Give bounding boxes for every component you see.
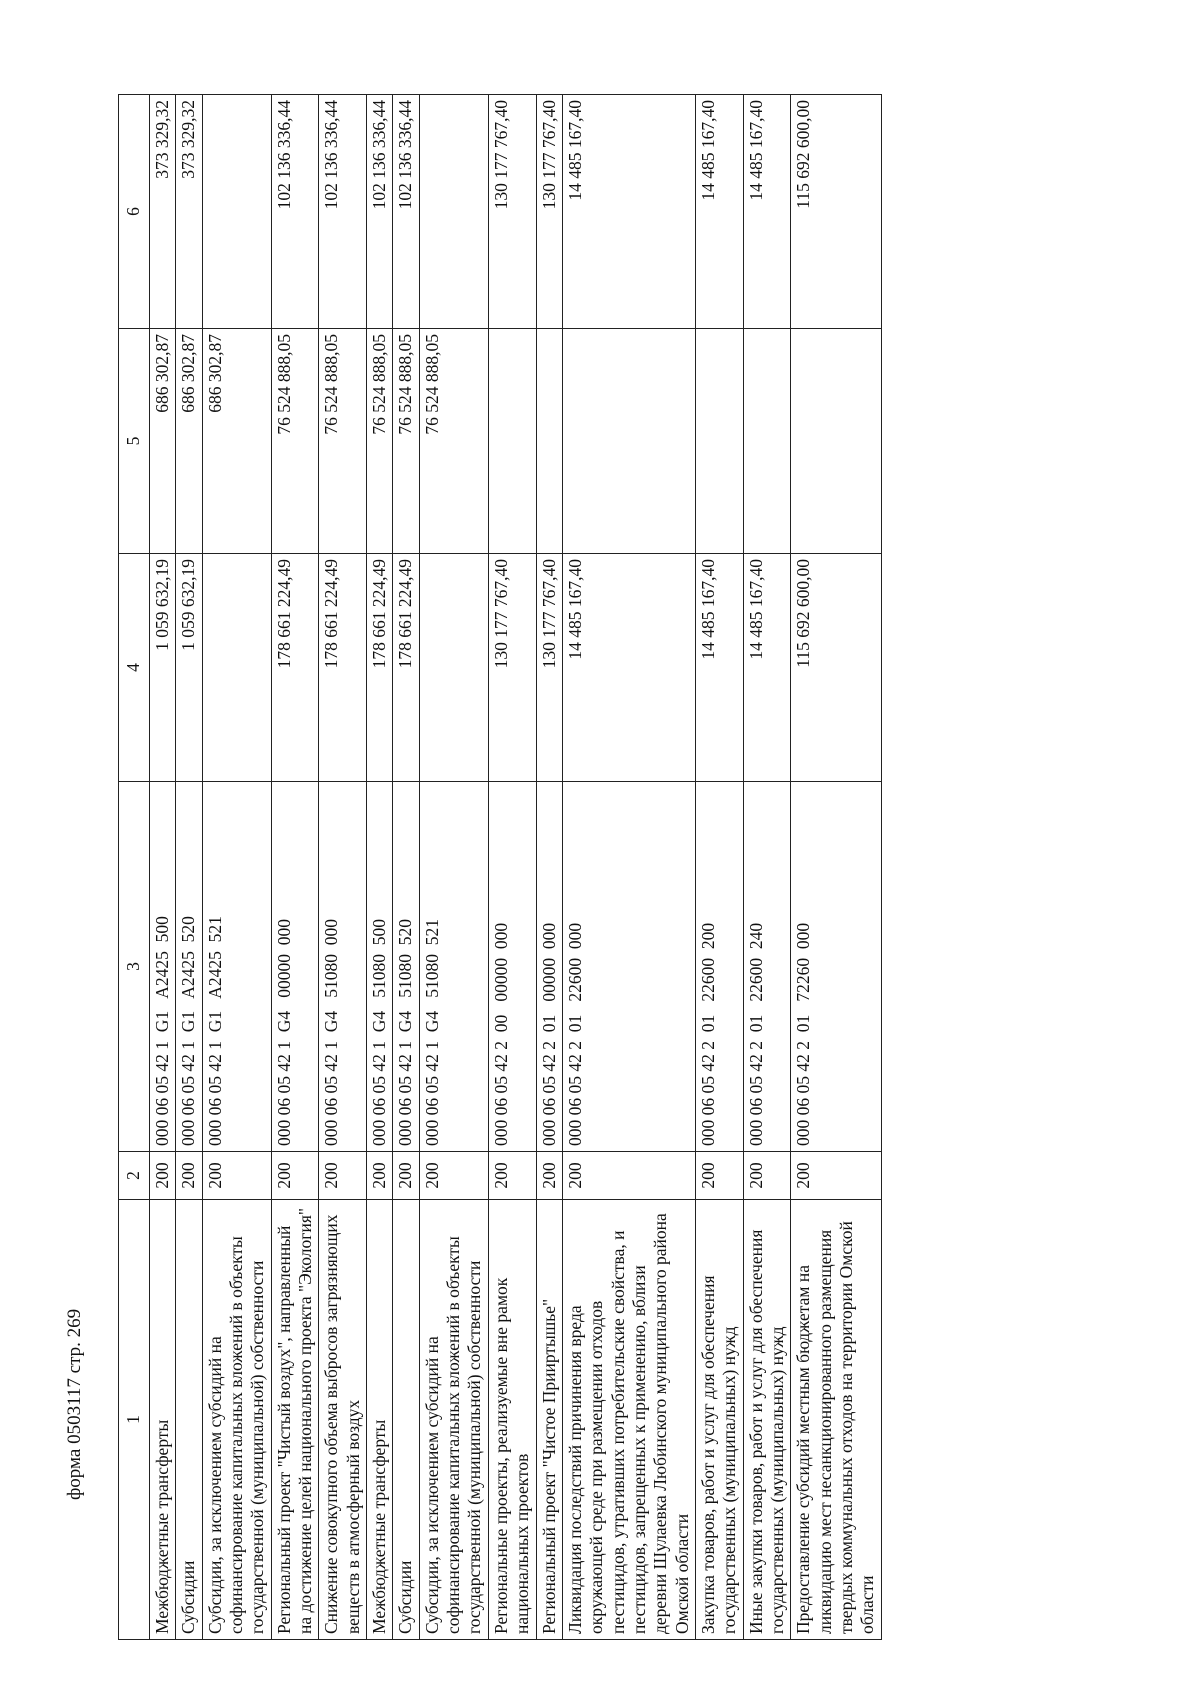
row-unexecuted-amount-cell: 102 136 336,44 [393, 95, 419, 329]
budget-report-table [118, 94, 882, 1640]
row-approved-amount-cell: 178 661 224,49 [393, 554, 419, 782]
row-line-code-cell: 200 [367, 1152, 393, 1200]
table-row [536, 95, 562, 1640]
row-approved-amount-cell: 14 485 167,40 [695, 554, 743, 782]
row-name-cell: Субсидии, за исключением субсидий на софинансирование капитальных вложений в объекты государственной (муниципальной) собственности [202, 1200, 271, 1640]
table-row [791, 95, 881, 1640]
row-classification-code-cell: 000 06 05 42 1 G4 51080 000 [319, 782, 367, 1152]
row-executed-amount-cell: 76 524 888,05 [367, 329, 393, 554]
row-name-cell: Региональный проект "Чистое Прииртышье" [536, 1200, 562, 1640]
row-approved-amount-cell: 1 059 632,19 [150, 554, 176, 782]
column-header-4: 4 [119, 554, 150, 782]
row-name-cell: Предоставление субсидий местным бюджетам на ликвидацию мест несанкционированного размещения твердых коммунальных отходов на территории Омской области [791, 1200, 881, 1640]
row-unexecuted-amount-cell: 102 136 336,44 [319, 95, 367, 329]
row-classification-code-cell: 000 06 05 42 1 G1 A2425 520 [176, 782, 202, 1152]
row-executed-amount-cell: 686 302,87 [176, 329, 202, 554]
row-unexecuted-amount-cell [202, 95, 271, 329]
table-row [202, 95, 271, 1640]
row-name-cell: Закупка товаров, работ и услуг для обеспечения государственных (муниципальных) нужд [695, 1200, 743, 1640]
row-line-code-cell: 200 [791, 1152, 881, 1200]
row-name-cell: Межбюджетные трансферты [150, 1200, 176, 1640]
column-header-1: 1 [119, 1200, 150, 1640]
row-executed-amount-cell [562, 329, 695, 554]
row-classification-code-cell: 000 06 05 42 1 G4 51080 520 [393, 782, 419, 1152]
row-line-code-cell: 200 [562, 1152, 695, 1200]
table-row [271, 95, 319, 1640]
row-classification-code-cell: 000 06 05 42 1 G4 51080 521 [419, 782, 488, 1152]
column-header-3: 3 [119, 782, 150, 1152]
row-classification-code-cell: 000 06 05 42 2 01 22600 000 [562, 782, 695, 1152]
row-name-cell: Региональные проекты, реализуемые вне рамок национальных проектов [488, 1200, 536, 1640]
table-row [562, 95, 695, 1640]
row-classification-code-cell: 000 06 05 42 1 G4 00000 000 [271, 782, 319, 1152]
row-unexecuted-amount-cell: 373 329,32 [150, 95, 176, 329]
row-classification-code-cell: 000 06 05 42 1 G4 51080 500 [367, 782, 393, 1152]
row-name-cell: Ликвидация последствий причинения вреда окружающей среде при размещении отходов пестицидов, утративших потребительские свойства, и пестицидов, запрещенных к применению, вблизи деревни Шулаевка Любинского муниципального района Омской области [562, 1200, 695, 1640]
row-executed-amount-cell: 76 524 888,05 [419, 329, 488, 554]
row-unexecuted-amount-cell: 130 177 767,40 [488, 95, 536, 329]
table-row [150, 95, 176, 1640]
row-unexecuted-amount-cell: 102 136 336,44 [367, 95, 393, 329]
row-executed-amount-cell [536, 329, 562, 554]
row-approved-amount-cell: 178 661 224,49 [319, 554, 367, 782]
row-line-code-cell: 200 [319, 1152, 367, 1200]
row-line-code-cell: 200 [202, 1152, 271, 1200]
table-row [743, 95, 791, 1640]
row-approved-amount-cell: 14 485 167,40 [743, 554, 791, 782]
row-classification-code-cell: 000 06 05 42 2 00 00000 000 [488, 782, 536, 1152]
row-approved-amount-cell: 1 059 632,19 [176, 554, 202, 782]
row-approved-amount-cell [202, 554, 271, 782]
row-classification-code-cell: 000 06 05 42 2 01 72260 000 [791, 782, 881, 1152]
table-row [419, 95, 488, 1640]
row-unexecuted-amount-cell: 115 692 600,00 [791, 95, 881, 329]
row-unexecuted-amount-cell: 130 177 767,40 [536, 95, 562, 329]
row-executed-amount-cell: 76 524 888,05 [271, 329, 319, 554]
row-name-cell: Региональный проект "Чистый воздух", направленный на достижение целей национального проекта "Экология" [271, 1200, 319, 1640]
row-approved-amount-cell [419, 554, 488, 782]
row-line-code-cell: 200 [393, 1152, 419, 1200]
column-header-6: 6 [119, 95, 150, 329]
row-line-code-cell: 200 [488, 1152, 536, 1200]
row-classification-code-cell: 000 06 05 42 1 G1 A2425 521 [202, 782, 271, 1152]
row-name-cell: Субсидии, за исключением субсидий на софинансирование капитальных вложений в объекты государственной (муниципальной) собственности [419, 1200, 488, 1640]
row-line-code-cell: 200 [695, 1152, 743, 1200]
column-number-header-row [119, 95, 150, 1640]
row-executed-amount-cell [695, 329, 743, 554]
table-row [393, 95, 419, 1640]
row-classification-code-cell: 000 06 05 42 2 01 00000 000 [536, 782, 562, 1152]
row-classification-code-cell: 000 06 05 42 2 01 22600 200 [695, 782, 743, 1152]
row-unexecuted-amount-cell [419, 95, 488, 329]
table-row [176, 95, 202, 1640]
row-line-code-cell: 200 [271, 1152, 319, 1200]
row-approved-amount-cell: 178 661 224,49 [271, 554, 319, 782]
column-header-2: 2 [119, 1152, 150, 1200]
row-name-cell: Снижение совокупного объема выбросов загрязняющих веществ в атмосферный воздух [319, 1200, 367, 1640]
row-line-code-cell: 200 [176, 1152, 202, 1200]
row-approved-amount-cell: 115 692 600,00 [791, 554, 881, 782]
row-classification-code-cell: 000 06 05 42 1 G1 A2425 500 [150, 782, 176, 1152]
row-line-code-cell: 200 [536, 1152, 562, 1200]
row-unexecuted-amount-cell: 14 485 167,40 [695, 95, 743, 329]
row-approved-amount-cell: 14 485 167,40 [562, 554, 695, 782]
row-approved-amount-cell: 130 177 767,40 [536, 554, 562, 782]
row-executed-amount-cell [791, 329, 881, 554]
row-approved-amount-cell: 130 177 767,40 [488, 554, 536, 782]
row-name-cell: Субсидии [393, 1200, 419, 1640]
table-row [695, 95, 743, 1640]
row-name-cell: Субсидии [176, 1200, 202, 1640]
row-line-code-cell: 200 [150, 1152, 176, 1200]
table-row [319, 95, 367, 1640]
row-line-code-cell: 200 [743, 1152, 791, 1200]
row-executed-amount-cell [488, 329, 536, 554]
column-header-5: 5 [119, 329, 150, 554]
table-row [488, 95, 536, 1640]
row-executed-amount-cell: 76 524 888,05 [319, 329, 367, 554]
row-name-cell: Иные закупки товаров, работ и услуг для обеспечения государственных (муниципальных) нужд [743, 1200, 791, 1640]
row-classification-code-cell: 000 06 05 42 2 01 22600 240 [743, 782, 791, 1152]
row-unexecuted-amount-cell: 373 329,32 [176, 95, 202, 329]
row-unexecuted-amount-cell: 102 136 336,44 [271, 95, 319, 329]
row-name-cell: Межбюджетные трансферты [367, 1200, 393, 1640]
rotated-report-page [118, 95, 1091, 1640]
row-executed-amount-cell: 686 302,87 [202, 329, 271, 554]
row-executed-amount-cell: 76 524 888,05 [393, 329, 419, 554]
form-page-label: форма 0503117 стр. 269 [64, 1308, 85, 1500]
row-approved-amount-cell: 178 661 224,49 [367, 554, 393, 782]
row-executed-amount-cell [743, 329, 791, 554]
table-row [367, 95, 393, 1640]
row-unexecuted-amount-cell: 14 485 167,40 [562, 95, 695, 329]
row-unexecuted-amount-cell: 14 485 167,40 [743, 95, 791, 329]
row-executed-amount-cell: 686 302,87 [150, 329, 176, 554]
row-line-code-cell: 200 [419, 1152, 488, 1200]
